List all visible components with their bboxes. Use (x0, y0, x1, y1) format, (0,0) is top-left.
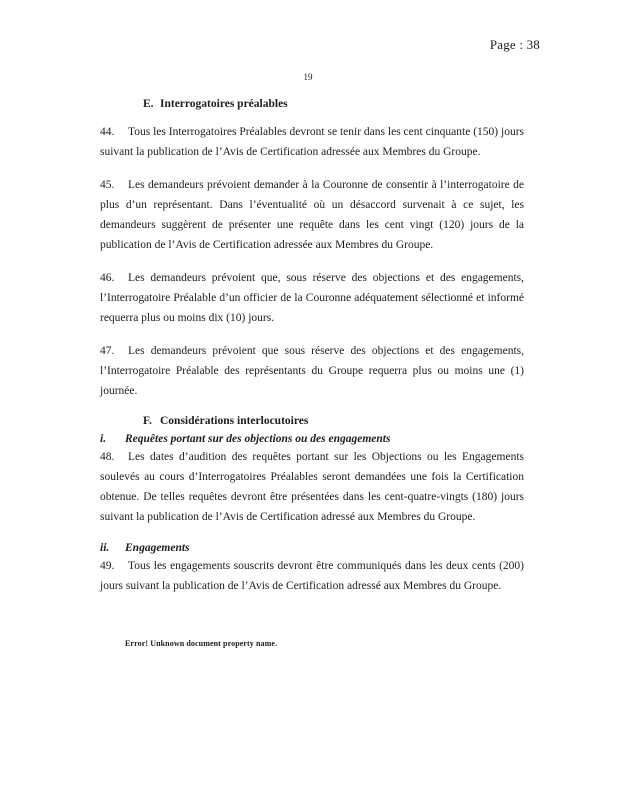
paragraph-49 (100, 556, 524, 596)
paragraph-number: 44. (100, 126, 115, 138)
subsection-heading-title: Requêtes portant sur des objections ou des engagements (125, 433, 391, 445)
subsection-heading-label: i. (100, 433, 107, 445)
paragraph-45 (100, 175, 524, 255)
page-number: 19 (303, 72, 313, 82)
document-body (100, 96, 524, 596)
section-heading-f (143, 413, 524, 429)
paragraph-46 (100, 268, 524, 328)
paragraph-number: 47. (100, 345, 115, 357)
document-property-error-text: Error! Unknown document property name. (125, 639, 278, 648)
subsection-heading-i (100, 431, 524, 447)
paragraph-text: Les demandeurs prévoient que, sous réserve des objections et des engagements, l’Interrogatoire Préalable d’un officier de la Couronne adéquatement sélectionné et informé requerra plus ou moins dix (10) jours. (100, 272, 524, 324)
paragraph-number: 45. (100, 179, 115, 191)
section-heading-title: Interrogatoires préalables (160, 98, 288, 110)
paragraph-48 (100, 447, 524, 527)
subsection-heading-label: ii. (100, 542, 110, 554)
paragraph-text: Tous les Interrogatoires Préalables devront se tenir dans les cent cinquante (150) jours suivant la publication de l’Avis de Certification adressée aux Membres du Groupe. (100, 126, 524, 158)
paragraph-text: Les demandeurs prévoient que sous réserve des objections et des engagements, l’Interrogatoire Préalable des représentants du Groupe requerra plus ou moins une (1) journée. (100, 345, 524, 397)
paragraph-number: 48. (100, 451, 115, 463)
section-heading-label: E. (143, 98, 154, 110)
section-heading-e (143, 96, 524, 112)
subsection-heading-title: Engagements (125, 542, 190, 554)
section-heading-label: F. (143, 415, 152, 427)
paragraph-47 (100, 341, 524, 401)
paragraph-text: Les dates d’audition des requêtes portant sur les Objections ou les Engagements soulevés au cours d’Interrogatoires Préalables seront demandées une fois la Certification obtenue. De telles requêtes devront être présentées dans les cent-quatre-vingts (180) jours suivant la publication de l’Avis de Certification adressé aux Membres du Groupe. (100, 451, 524, 523)
section-heading-title: Considérations interlocutoires (160, 415, 309, 427)
paragraph-44 (100, 122, 524, 162)
subsection-heading-ii (100, 540, 524, 556)
paragraph-text: Tous les engagements souscrits devront être communiqués dans les deux cents (200) jours suivant la publication de l’Avis de Certification adressé aux Membres du Groupe. (100, 560, 524, 592)
paragraph-number: 49. (100, 560, 115, 572)
paragraph-text: Les demandeurs prévoient demander à la Couronne de consentir à l’interrogatoire de plus d’un représentant. Dans l’éventualité où un désaccord survenait à ce sujet, les demandeurs suggèrent de présenter une requête dans les cent vingt (120) jours de la publication de l’Avis de Certification adressée aux Membres du Groupe. (100, 179, 524, 251)
paragraph-number: 46. (100, 272, 115, 284)
page-header-label: Page : 38 (489, 37, 540, 52)
